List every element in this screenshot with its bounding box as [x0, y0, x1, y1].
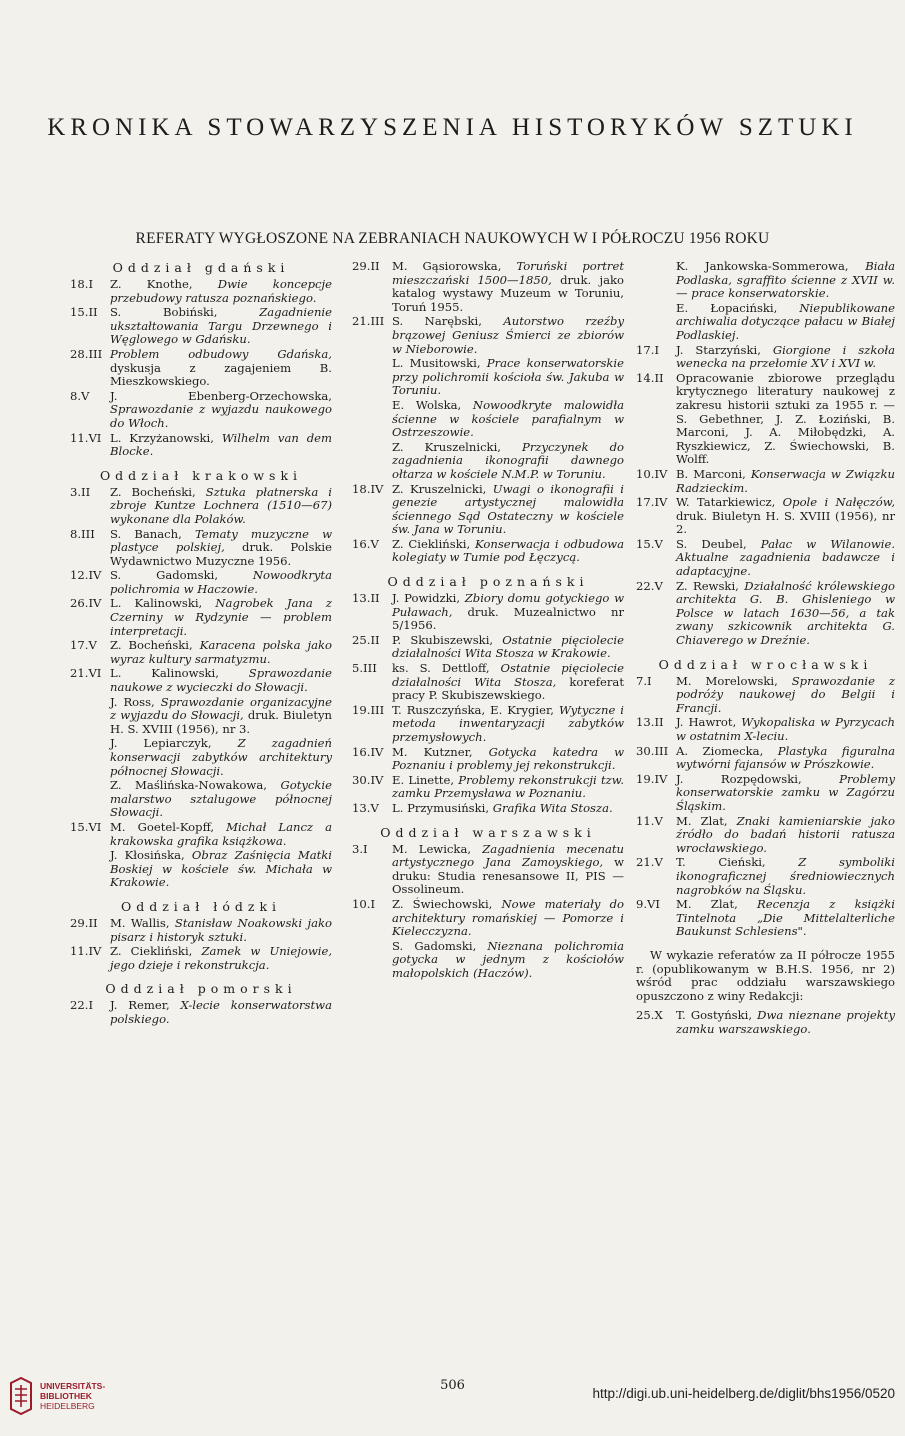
- lecture-text: [392, 774, 624, 801]
- lecture-date: 11.VI: [70, 430, 102, 445]
- column-1: [70, 260, 332, 1028]
- lecture-author: L. Przymusiński,: [392, 800, 490, 815]
- lecture-entry: [70, 999, 332, 1026]
- lecture-entry: [70, 390, 332, 431]
- lecture-title: Gotycka katedra w Poznaniu i problemy jej rekonstrukcji.: [392, 744, 624, 773]
- column-2: [352, 260, 624, 982]
- lecture-title: Biała Podlaska, sgraffito ścienne z XVII w. — prace konserwatorskie.: [676, 259, 896, 301]
- lecture-title: Sprawozdanie z podróży naukowej do Belgii i Francji.: [676, 673, 896, 715]
- lecture-entry: [636, 496, 895, 537]
- lecture-date: [70, 779, 110, 820]
- lecture-entry: [636, 675, 895, 716]
- lecture-title: Giorgione i szkoła wenecka na przełomie XV i XVI w.: [676, 342, 895, 371]
- lecture-author: M. Wallis,: [110, 915, 170, 930]
- lecture-note: druk. Polskie Wydawnictwo Muzyczne 1956.: [110, 540, 332, 568]
- lecture-title: Sprawozdanie organizacyjne z wyjazdu do Słowacji,: [110, 694, 332, 723]
- lecture-date: [352, 441, 392, 482]
- lecture-text: [676, 344, 895, 371]
- lecture-author: M. Zlat,: [676, 813, 728, 828]
- lecture-title: Dwie koncepcje przebudowy ratusza poznańskiego.: [110, 277, 332, 305]
- lecture-title: Prace konserwatorskie przy polichromii kościoła św. Jakuba w Toruniu.: [392, 356, 625, 398]
- lecture-text: [110, 639, 332, 666]
- lecture-author: E. Łopaciński,: [676, 300, 778, 315]
- lecture-title: Tematy muzyczne w plastyce polskiej,: [110, 526, 333, 555]
- lecture-entry: [352, 843, 624, 897]
- lecture-entry: [636, 260, 895, 301]
- lecture-entry: [352, 662, 624, 703]
- columns: [70, 260, 895, 1260]
- editorial-note: W wykazie referatów za II półrocze 1955 r. (opublikowanym w B.H.S. 1956, nr 2) wśród prac oddziału warszawskiego opuszczono z winy Redakcji:: [636, 947, 895, 1003]
- lecture-note: koreferat pracy P. Skubiszewskiego.: [392, 674, 624, 703]
- lecture-title: Ostatnie pięciolecie działalności Wita Stosza,: [392, 661, 625, 689]
- lecture-title: Z symboliki ikonograficznej średniowiecznych nagrobków na Śląsku.: [676, 855, 895, 897]
- lecture-author: M. Morelowski,: [676, 673, 778, 688]
- lecture-text: [392, 538, 624, 565]
- lecture-text: [110, 917, 332, 944]
- lecture-date: 21.V: [636, 855, 663, 870]
- lecture-author: W. Tatarkiewicz,: [676, 495, 776, 510]
- lecture-entry: [352, 399, 624, 440]
- lecture-entry: [352, 441, 624, 482]
- lecture-date: 21.III: [352, 314, 385, 329]
- lecture-author: M. Goetel-Kopff,: [110, 819, 215, 834]
- lecture-author: B. Marconi,: [676, 466, 746, 481]
- lecture-note: dyskusja z zagajeniem B. Mieszkowskiego.: [110, 360, 332, 389]
- lecture-title: Zbiory domu gotyckiego w Puławach,: [392, 591, 625, 619]
- lecture-text: [110, 486, 332, 527]
- lecture-text: [110, 779, 332, 820]
- lecture-text: [676, 580, 895, 648]
- lecture-text: [392, 940, 624, 981]
- lecture-entry: [352, 315, 624, 356]
- lecture-entry: [636, 745, 895, 772]
- lecture-entry: [636, 856, 895, 897]
- lecture-date: 10.IV: [636, 466, 668, 481]
- lecture-title: Niepublikowane archiwalia dotyczące pałacu w Białej Podlaskiej.: [676, 300, 895, 342]
- lecture-date: 10.I: [352, 896, 376, 911]
- lecture-note: druk. Biuletyn H. S. XVIII (1956), nr 2.: [676, 508, 895, 537]
- lecture-author: K. Jankowska-Sommerowa,: [676, 259, 849, 273]
- lecture-title: Gotyckie malarstwo sztalugowe północnej Słowacji.: [110, 778, 332, 820]
- lecture-author: S. Narębski,: [392, 314, 482, 329]
- lecture-title: Recenzja z książki Tintelnota „Die Mittelalterliche Baukunst Schlesiens".: [676, 897, 896, 939]
- lecture-title: Obraz Zaśnięcia Matki Boskiej w kościele św. Michała w Krakowie.: [110, 848, 333, 890]
- lecture-text: [110, 737, 332, 778]
- lecture-author: J. Remer,: [110, 998, 170, 1013]
- page-subtitle: REFERATY WYGŁOSZONE NA ZEBRANIACH NAUKOWYCH W I PÓŁROCZU 1956 ROKU: [135, 230, 770, 247]
- lecture-title: Grafika Wita Stosza.: [492, 800, 613, 815]
- lecture-author: J. Starzyński,: [676, 342, 761, 357]
- lecture-title: Opole i Nałęczów,: [782, 495, 895, 510]
- lecture-date: 17.I: [636, 342, 660, 357]
- lecture-date: 30.IV: [352, 772, 384, 787]
- section-title: Oddział wrocławski: [658, 656, 873, 672]
- lecture-entry: [352, 260, 624, 314]
- lecture-entry: [70, 696, 332, 737]
- lecture-title: Konserwacja i odbudowa kolegiaty w Tumie pod Łęczycą.: [392, 536, 625, 565]
- lecture-entry: [636, 344, 895, 371]
- lecture-entry: [636, 538, 895, 579]
- lecture-author: J. Rozpędowski,: [676, 771, 802, 786]
- footer: [0, 1365, 905, 1436]
- lecture-text: [392, 704, 624, 745]
- lecture-title: Dwa nieznane projekty zamku warszawskiego.: [676, 1008, 895, 1036]
- section-title: Oddział łódzki: [120, 898, 282, 914]
- lecture-text: [676, 898, 895, 939]
- lecture-date: 18.IV: [352, 481, 384, 496]
- lecture-author: S. Gadomski,: [392, 938, 477, 953]
- lecture-author: J. Powidzki,: [392, 591, 461, 606]
- lecture-date: 30.III: [636, 743, 669, 758]
- lecture-title: Ostatnie pięciolecie działalności Wita Stosza w Krakowie.: [392, 632, 624, 661]
- lecture-date: [70, 849, 110, 890]
- lecture-text: [676, 372, 895, 467]
- lecture-entry: [636, 815, 895, 856]
- column-3: [636, 260, 895, 1037]
- lecture-date: 25.X: [636, 1008, 663, 1023]
- section-title: Oddział warszawski: [380, 824, 596, 840]
- lecture-date: [70, 737, 110, 778]
- lecture-note: druk. jako katalog wystawy Muzeum w Toruniu, Toruń 1955.: [392, 272, 625, 314]
- lecture-date: [352, 357, 392, 398]
- lecture-text: [392, 592, 624, 633]
- lecture-entry: [70, 432, 332, 459]
- lecture-author: Z. Bocheński,: [110, 484, 196, 499]
- lecture-author: Z. Knothe,: [110, 277, 193, 291]
- lecture-entry: [352, 802, 624, 816]
- section-title: Oddział poznański: [387, 574, 589, 590]
- lecture-date: [70, 696, 110, 737]
- lecture-date: 14.II: [636, 370, 664, 385]
- lecture-title: Plastyka figuralna wytwórni fajansów w Prószkowie.: [676, 743, 895, 772]
- lecture-date: 13.II: [636, 715, 664, 730]
- lecture-text: [110, 821, 332, 848]
- lecture-title: X-lecie konserwatorstwa polskiego.: [110, 998, 332, 1026]
- lecture-text: [110, 348, 332, 389]
- lecture-entry: [636, 302, 895, 343]
- lecture-entry: [352, 746, 624, 773]
- lecture-date: 15.II: [70, 305, 98, 320]
- lecture-title: Nagrobek Jana z Czerniny w Rydzynie — problem interpretacji.: [110, 596, 332, 638]
- lecture-text: [392, 843, 624, 897]
- lecture-author: S. Deubel,: [676, 536, 747, 551]
- lecture-entry: [70, 348, 332, 389]
- lecture-text: [110, 390, 332, 431]
- section-title: Oddział pomorski: [105, 981, 297, 997]
- lecture-author: Z. Kruszelnicki,: [392, 439, 501, 454]
- lecture-title: Sztuka płatnerska i zbroje Kuntze Lochnera (1510—67) wykonane dla Polaków.: [110, 484, 332, 526]
- lecture-author: L. Musitowski,: [392, 356, 481, 371]
- lecture-text: [676, 468, 895, 495]
- lecture-date: 28.III: [70, 346, 103, 361]
- lecture-author: S. Banach,: [110, 526, 182, 541]
- lecture-entry: [636, 898, 895, 939]
- lecture-text: [676, 675, 895, 716]
- lecture-title: Konserwacja w Związku Radzieckim.: [676, 466, 896, 495]
- lecture-text: [392, 662, 624, 703]
- lecture-author: Z. Kruszelnicki,: [392, 481, 487, 496]
- lecture-entry: [70, 737, 332, 778]
- lecture-title: Sprawozdanie z wyjazdu naukowego do Włoch.: [110, 402, 332, 430]
- lecture-date: 16.V: [352, 536, 379, 551]
- lecture-date: 9.VI: [636, 897, 661, 912]
- lecture-author: J. Hawrot,: [676, 715, 737, 730]
- lecture-author: L. Krzyżanowski,: [110, 430, 214, 445]
- lecture-entry: [352, 774, 624, 801]
- lecture-note: druk. Biuletyn H. S. XVIII (1956), nr 3.: [110, 708, 332, 736]
- lecture-author: M. Zlat,: [676, 897, 738, 912]
- lecture-date: 7.I: [636, 673, 652, 688]
- lecture-date: [352, 399, 392, 440]
- lecture-entry: [70, 917, 332, 944]
- library-logo[interactable]: [8, 1377, 105, 1415]
- lecture-entry: [70, 821, 332, 848]
- lecture-date: 18.I: [70, 277, 94, 291]
- lecture-date: 29.II: [70, 915, 98, 930]
- lecture-text: [676, 815, 895, 856]
- lecture-date: 3.II: [70, 484, 91, 499]
- lecture-title: Z zagadnień konserwacji zabytków architektury północnej Słowacji.: [110, 736, 332, 778]
- lecture-title: Wytyczne i metoda inwentaryzacji zabytków przemysłowych.: [392, 702, 625, 744]
- lecture-author: S. Bobiński,: [110, 305, 218, 320]
- lecture-entry: [352, 940, 624, 981]
- lecture-entry: [352, 704, 624, 745]
- lecture-author: Z. Ciekliński,: [110, 944, 193, 959]
- lecture-title: Problemy rekonstrukcji tzw. zamku Przemysława w Poznaniu.: [392, 772, 625, 801]
- lecture-date: 25.II: [352, 632, 380, 647]
- lecture-author: J. Lepiarczyk,: [110, 736, 212, 751]
- lecture-title: Nieznana polichromia gotycka w jednym z kościołów małopolskich (Haczów).: [392, 938, 624, 980]
- lecture-entry: [70, 569, 332, 596]
- lecture-entry: [352, 357, 624, 398]
- lecture-date: 5.III: [352, 661, 377, 676]
- lecture-note: Opracowanie zbiorowe przeglądu krytycznego literatury naukowej z zakresu historii sztuki za 1955 r. — S. Gebethner, J. Z. Łoziński, B. Marconi, J. A. Miłobędzki, A. Ryszkiewicz, Z. Świechowski, B. Wolff.: [676, 370, 895, 467]
- lecture-title: Uwagi o ikonografii i genezie artystycznej malowidła ściennego Sąd Ostateczny w kościele św. Jana w Toruniu.: [392, 481, 624, 537]
- lecture-entry: [70, 278, 332, 305]
- lecture-entry: [352, 634, 624, 661]
- lecture-author: P. Skubiszewski,: [392, 632, 494, 647]
- lecture-entry: [636, 580, 895, 648]
- lecture-date: 15.V: [636, 536, 663, 551]
- lecture-entry: [636, 468, 895, 495]
- lecture-text: [392, 746, 624, 773]
- lecture-title: Przyczynek do zagadnienia ikonografii dawnego ołtarza w kościele N.M.P. w Toruniu.: [392, 439, 625, 481]
- lecture-author: T. Gostyński,: [676, 1008, 753, 1023]
- lecture-text: [110, 597, 332, 638]
- lecture-date: [352, 940, 392, 981]
- lecture-date: 21.VI: [70, 666, 102, 681]
- lecture-text: [110, 528, 332, 569]
- lecture-entry: [70, 486, 332, 527]
- lecture-author: T. Ruszczyńska, E. Krygier,: [392, 702, 554, 717]
- lecture-text: [110, 432, 332, 459]
- lecture-date: 15.VI: [70, 819, 102, 834]
- lecture-author: J. Kłosińska,: [110, 848, 185, 863]
- lecture-text: [110, 849, 332, 890]
- source-url[interactable]: http://digi.ub.uni-heidelberg.de/diglit/bhs1956/0520: [592, 1386, 895, 1401]
- lecture-text: [392, 634, 624, 661]
- lecture-author: L. Kalinowski,: [110, 596, 203, 611]
- lecture-author: Z. Rewski,: [676, 578, 739, 593]
- lecture-entry: [70, 849, 332, 890]
- lecture-author: M. Kutzner,: [392, 744, 473, 759]
- lecture-entry: [70, 667, 332, 694]
- lecture-entry: [636, 716, 895, 743]
- lecture-author: Z. Ciekliński,: [392, 536, 471, 551]
- lecture-entry: [70, 597, 332, 638]
- lecture-entry: [70, 945, 332, 972]
- lecture-note: druk. Muzealnictwo nr 5/1956.: [392, 604, 624, 633]
- lecture-date: 19.IV: [636, 771, 668, 786]
- lecture-title: Zagadnienie ukształtowania Targu Drzewnego i Węglowego w Gdańsku.: [110, 305, 332, 347]
- lecture-entry: [352, 483, 624, 537]
- lecture-entry: [352, 538, 624, 565]
- lecture-text: [676, 1009, 895, 1036]
- lecture-author: S. Gadomski,: [110, 568, 219, 583]
- lecture-text: [676, 260, 895, 301]
- lecture-date: [636, 302, 676, 343]
- lecture-text: [110, 306, 332, 347]
- lecture-text: [110, 696, 332, 737]
- lecture-author: E. Wolska,: [392, 397, 462, 412]
- lecture-author: J. Ebenberg-Orzechowska,: [110, 388, 332, 403]
- lecture-date: 17.IV: [636, 495, 668, 510]
- lecture-title: Autorstwo rzeźby brązowej Geniusz Śmierci ze zbiorów w Nieborowie.: [392, 314, 624, 356]
- lecture-date: 17.V: [70, 638, 97, 653]
- lecture-text: [392, 483, 624, 537]
- lecture-entry: [70, 528, 332, 569]
- lecture-author: E. Linette,: [392, 772, 455, 787]
- lecture-text: [110, 569, 332, 596]
- lecture-author: Z. Bocheński,: [110, 638, 193, 653]
- library-logo-text: UNIVERSITÄTS- BIBLIOTHEK HEIDELBERG: [40, 1381, 106, 1411]
- lecture-date: 11.V: [636, 813, 663, 828]
- lecture-text: [676, 773, 895, 814]
- lecture-author: Z. Świechowski,: [392, 896, 493, 911]
- lecture-text: [676, 496, 895, 537]
- lecture-entry: [636, 773, 895, 814]
- lecture-author: M. Gąsiorowska,: [392, 259, 502, 273]
- library-emblem-icon: [8, 1377, 34, 1415]
- lecture-title: Sprawozdanie naukowe z wycieczki do Słowacji.: [110, 666, 332, 695]
- lecture-date: 12.IV: [70, 568, 102, 583]
- lecture-title: Michał Lancz a krakowska grafika książkowa.: [110, 819, 332, 848]
- lecture-author: L. Kalinowski,: [110, 666, 219, 681]
- lecture-entry: [636, 372, 895, 467]
- lecture-author: M. Lewicka,: [392, 841, 472, 856]
- lecture-author: Z. Maślińska-Nowakowa,: [110, 778, 267, 793]
- lecture-entry: [636, 1009, 895, 1036]
- lecture-title: Toruński portret mieszczański 1500—1850,: [392, 259, 624, 287]
- lecture-text: [392, 315, 624, 356]
- lecture-title: Zagadnienia mecenatu artystycznego Jana Zamoyskiego,: [392, 841, 624, 870]
- lecture-date: 19.III: [352, 702, 385, 717]
- lecture-date: 13.V: [352, 800, 379, 815]
- lecture-date: 8.V: [70, 388, 90, 403]
- lecture-title: Problemy konserwatorskie zamku w Zagórzu Śląskim.: [676, 771, 895, 813]
- lecture-title: Nowe materiały do architektury romańskiej — Pomorze i Kielecczyzna.: [392, 896, 625, 939]
- lecture-title: Problem odbudowy Gdańska,: [110, 346, 332, 361]
- lecture-author: A. Ziomecka,: [676, 743, 764, 758]
- lecture-date: 13.II: [352, 591, 380, 606]
- lecture-entry: [70, 639, 332, 666]
- lecture-title: Wykopaliska w Pyrzycach w ostatnim X-leciu.: [676, 715, 895, 743]
- lecture-text: [110, 945, 332, 972]
- lecture-title: Nowoodkryta polichromia w Haczowie.: [110, 568, 332, 596]
- lecture-title: Wilhelm van dem Blocke.: [110, 430, 332, 459]
- lecture-title: Znaki kamieniarskie jako źródło do badań historii ratusza wrocławskiego.: [676, 813, 895, 855]
- section-title: Oddział krakowski: [99, 467, 303, 483]
- lecture-date: 8.III: [70, 526, 95, 541]
- lecture-author: ks. S. Dettloff,: [392, 661, 490, 676]
- lecture-text: [392, 260, 624, 314]
- lecture-text: [110, 278, 332, 305]
- lecture-text: [392, 802, 624, 816]
- lecture-title: Działalność królewskiego architekta G. B. Ghisleniego w Polsce w latach 1630—56, a tak zwany szkicownik architekta G. Chiaverego w Dreźnie.: [676, 578, 896, 648]
- lecture-text: [392, 898, 624, 939]
- lecture-text: [676, 856, 895, 897]
- page-title: KRONIKA STOWARZYSZENIA HISTORYKÓW SZTUKI: [47, 114, 858, 141]
- lecture-author: J. Ross,: [110, 694, 155, 709]
- lecture-date: 29.II: [352, 259, 380, 273]
- lecture-date: 11.IV: [70, 944, 102, 959]
- lecture-text: [392, 357, 624, 398]
- lecture-note: w druku: Studia renesansowe II, PIS — Ossolineum.: [392, 855, 624, 897]
- lecture-title: Nowoodkryte malowidła ścienne w kościele parafialnym w Ostrzeszowie.: [392, 397, 624, 440]
- lecture-date: [636, 260, 676, 301]
- lecture-entry: [352, 592, 624, 633]
- lecture-date: 22.V: [636, 578, 663, 593]
- lecture-text: [110, 667, 332, 694]
- lecture-text: [392, 399, 624, 440]
- lecture-author: T. Cieński,: [676, 855, 766, 870]
- lecture-text: [676, 745, 895, 772]
- lecture-title: Pałac w Wilanowie. Aktualne zagadnienia badawcze i adaptacyjne.: [676, 536, 896, 579]
- lecture-title: Karacena polska jako wyraz kultury sarmatyzmu.: [110, 638, 332, 666]
- lecture-text: [110, 999, 332, 1026]
- lecture-entry: [70, 779, 332, 820]
- lecture-text: [392, 441, 624, 482]
- lecture-text: [676, 716, 895, 743]
- page-number: 506: [440, 1378, 465, 1393]
- lecture-text: [676, 538, 895, 579]
- lecture-date: 26.IV: [70, 596, 102, 611]
- lecture-entry: [70, 306, 332, 347]
- lecture-date: 3.I: [352, 841, 368, 856]
- lecture-title: Stanisław Noakowski jako pisarz i historyk sztuki.: [110, 915, 333, 944]
- lecture-title: Zamek w Uniejowie, jego dzieje i rekonstrukcja.: [110, 944, 332, 972]
- lecture-text: [676, 302, 895, 343]
- lecture-entry: [352, 898, 624, 939]
- section-title: Oddział gdański: [112, 260, 290, 275]
- lecture-date: 22.I: [70, 998, 94, 1013]
- lecture-date: 16.IV: [352, 744, 384, 759]
